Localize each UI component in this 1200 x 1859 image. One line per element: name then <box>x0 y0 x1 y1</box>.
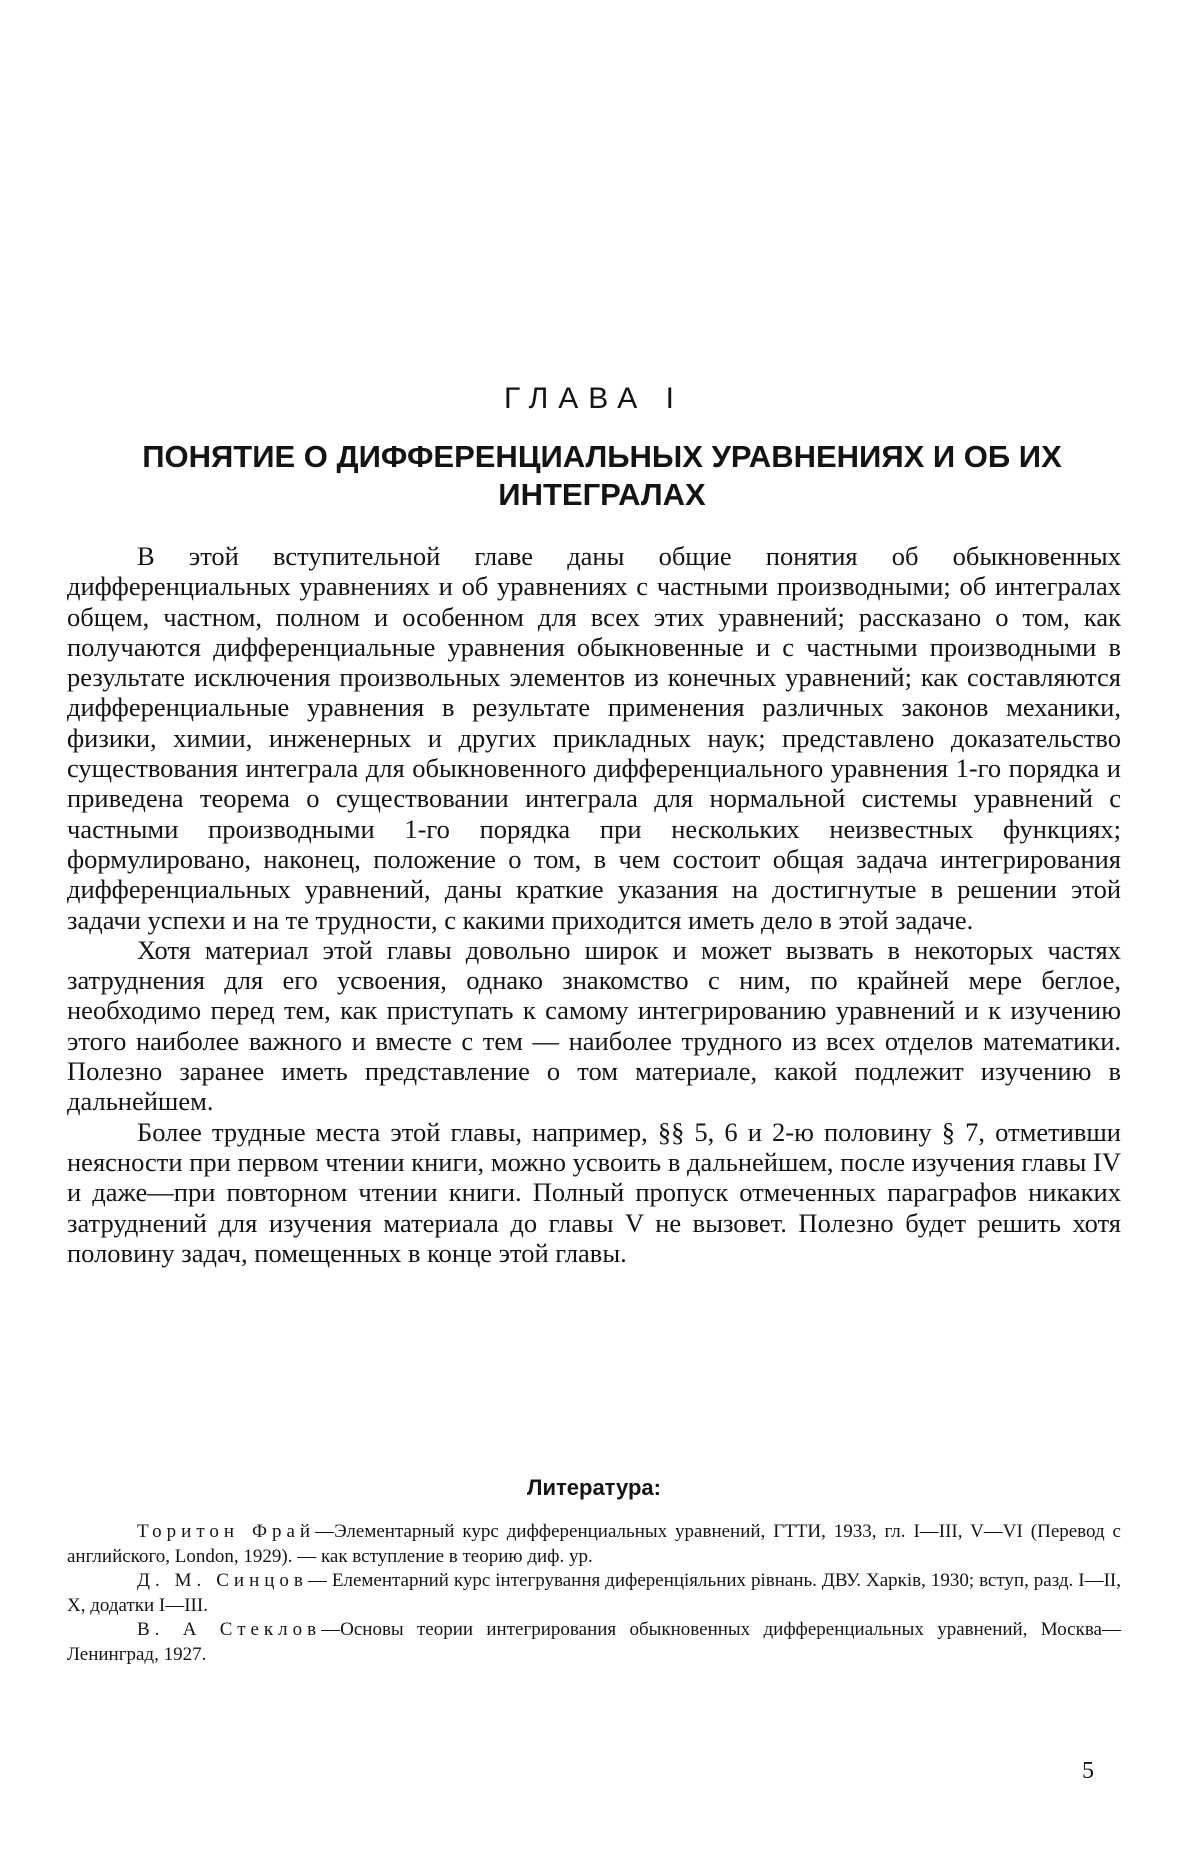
reference-item <box>67 1618 1121 1667</box>
reference-list <box>67 1520 1121 1667</box>
reference-text: —Основы теории интегрирования обыкновенных дифференциальных уравнений, Москва—Ленинград, 1927. <box>67 1619 1121 1665</box>
chapter-body <box>67 541 1121 1268</box>
reference-item <box>67 1520 1121 1569</box>
body-paragraph-2: Хотя материал этой главы довольно широк и может вызвать в некоторых частях затруднения для его усвоения, однако знакомство с ним, по крайней мере беглое, необходимо перед тем, как приступать к самому интегрированию уравнений и к изучению этого наиболее важного и вместе с тем — наиболее трудного из всех отделов математики. Полезно заранее иметь представление о том материале, какой подлежит изучению в дальнейшем. <box>67 934 1121 1117</box>
body-paragraph-3: Более трудные места этой главы, например, §§ 5, 6 и 2-ю половину § 7, отметивши неясности при первом чтении книги, можно усвоить в дальнейшем, после изучения главы IV и даже—при повторном чтении книги. Полный пропуск отмеченных параграфов никаких затруднений для изучения материала до главы V не вызовет. Полезно будет решить хотя половину задач, помещенных в конце этой главы. <box>67 1116 1121 1268</box>
reference-text: — Елементарний курс інтегрування диференціяльних рівнань. ДВУ. Харків, 1930; вступ, разд. I—II, X, додатки I—III. <box>67 1570 1121 1616</box>
reference-text: —Элементарный курс дифференциальных уравнений, ГТТИ, 1933, гл. I—III, V—VI (Перевод с английского, London, 1929). — как вступление в теорию диф. ур. <box>67 1521 1121 1567</box>
reference-author: В. А Стеклов <box>137 1619 322 1640</box>
body-paragraph-1: В этой вступительной главе даны общие понятия об обыкновенных дифференциальных уравнениях и об уравнениях с частными производными; об интегралах общем, частном, полном и особенном для всех этих уравнений; рассказано о том, как получаются дифференциальные уравнения обыкновенные и с частными производными в результате исключения произвольных элементов из конечных уравнений; как составляются дифференциальные уравнения в результате применения различных законов механики, физики, химии, инженерных и других прикладных наук; представлено доказательство существования интеграла для обыкновенного дифференциального уравнения 1-го порядка и приведена теорема о существовании интеграла для нормальной системы уравнений с частными производными 1-го порядка при нескольких неизвестных функциях; формулировано, наконец, положение о том, в чем состоит общая задача интегрирования дифференциальных уравнений, даны краткие указания на достигнутые в решении этой задачи успехи и на те трудности, с какими приходится иметь дело в этой задаче. <box>67 541 1121 935</box>
literature-heading: Литература: <box>527 1475 661 1500</box>
reference-item <box>67 1569 1121 1618</box>
reference-author: Торитон Фрай <box>137 1521 316 1542</box>
page-number: 5 <box>1082 1758 1094 1784</box>
chapter-title: ПОНЯТИЕ О ДИФФЕРЕНЦИАЛЬНЫХ УРАВНЕНИЯХ И ОБ ИХ ИНТЕГРАЛАХ <box>142 439 1062 512</box>
chapter-label: ГЛАВА I <box>504 382 684 415</box>
book-page <box>62 0 1126 1859</box>
reference-author: Д. М. Синцов <box>137 1570 308 1591</box>
